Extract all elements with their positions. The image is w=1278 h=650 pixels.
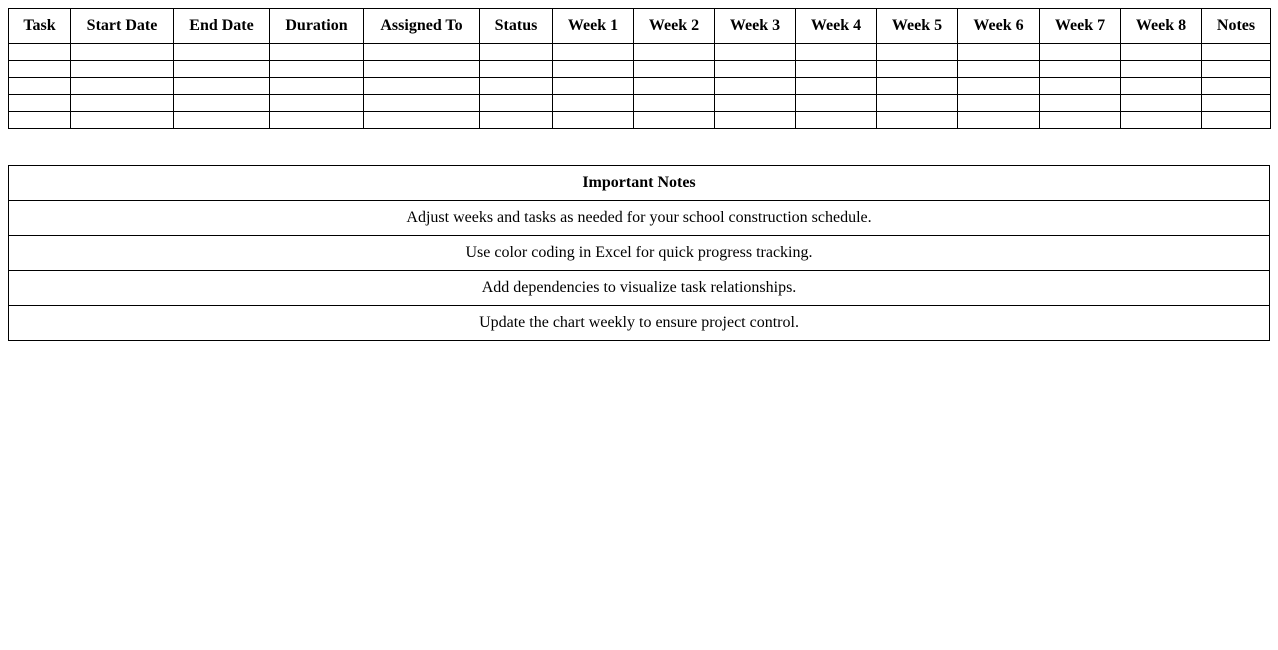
table-cell[interactable] <box>1121 78 1202 95</box>
table-cell[interactable] <box>634 78 715 95</box>
table-cell[interactable] <box>634 61 715 78</box>
note-row <box>9 236 1270 271</box>
table-cell[interactable] <box>796 78 877 95</box>
note-text: Use color coding in Excel for quick progress tracking. <box>9 236 1270 271</box>
table-cell[interactable] <box>877 44 958 61</box>
table-cell[interactable] <box>9 95 71 112</box>
table-cell[interactable] <box>480 112 553 129</box>
table-cell[interactable] <box>174 44 270 61</box>
table-cell[interactable] <box>553 61 634 78</box>
table-cell[interactable] <box>1040 112 1121 129</box>
table-cell[interactable] <box>1040 61 1121 78</box>
table-cell[interactable] <box>958 78 1040 95</box>
column-header-week-4: Week 4 <box>796 9 877 44</box>
note-row <box>9 306 1270 341</box>
table-cell[interactable] <box>1040 44 1121 61</box>
table-cell[interactable] <box>9 44 71 61</box>
table-cell[interactable] <box>71 61 174 78</box>
table-cell[interactable] <box>71 95 174 112</box>
table-cell[interactable] <box>364 78 480 95</box>
table-cell[interactable] <box>9 112 71 129</box>
table-cell[interactable] <box>480 61 553 78</box>
table-cell[interactable] <box>1202 95 1271 112</box>
table-cell[interactable] <box>270 112 364 129</box>
table-cell[interactable] <box>364 95 480 112</box>
table-cell[interactable] <box>553 78 634 95</box>
table-cell[interactable] <box>877 112 958 129</box>
table-cell[interactable] <box>71 112 174 129</box>
table-cell[interactable] <box>796 61 877 78</box>
table-cell[interactable] <box>634 112 715 129</box>
column-header-status: Status <box>480 9 553 44</box>
table-cell[interactable] <box>480 95 553 112</box>
table-cell[interactable] <box>715 44 796 61</box>
important-notes-table <box>8 165 1270 341</box>
table-cell[interactable] <box>174 95 270 112</box>
column-header-end-date: End Date <box>174 9 270 44</box>
table-row <box>9 95 1271 112</box>
notes-title: Important Notes <box>9 166 1270 201</box>
table-cell[interactable] <box>1040 95 1121 112</box>
table-cell[interactable] <box>71 44 174 61</box>
table-cell[interactable] <box>958 61 1040 78</box>
table-cell[interactable] <box>1121 112 1202 129</box>
table-cell[interactable] <box>715 112 796 129</box>
table-row <box>9 112 1271 129</box>
table-cell[interactable] <box>270 95 364 112</box>
table-cell[interactable] <box>1040 78 1121 95</box>
note-text: Add dependencies to visualize task relationships. <box>9 271 1270 306</box>
table-cell[interactable] <box>71 78 174 95</box>
table-cell[interactable] <box>715 78 796 95</box>
table-cell[interactable] <box>715 61 796 78</box>
column-header-week-3: Week 3 <box>715 9 796 44</box>
table-cell[interactable] <box>553 44 634 61</box>
table-cell[interactable] <box>634 95 715 112</box>
table-cell[interactable] <box>877 78 958 95</box>
table-cell[interactable] <box>553 112 634 129</box>
table-cell[interactable] <box>796 95 877 112</box>
note-text: Update the chart weekly to ensure project control. <box>9 306 1270 341</box>
column-header-start-date: Start Date <box>71 9 174 44</box>
column-header-week-5: Week 5 <box>877 9 958 44</box>
table-cell[interactable] <box>796 44 877 61</box>
table-cell[interactable] <box>1202 112 1271 129</box>
column-header-task: Task <box>9 9 71 44</box>
table-cell[interactable] <box>958 44 1040 61</box>
note-text: Adjust weeks and tasks as needed for your school construction schedule. <box>9 201 1270 236</box>
table-cell[interactable] <box>634 44 715 61</box>
table-cell[interactable] <box>553 95 634 112</box>
table-cell[interactable] <box>174 78 270 95</box>
table-row <box>9 61 1271 78</box>
table-cell[interactable] <box>9 78 71 95</box>
table-cell[interactable] <box>480 78 553 95</box>
column-header-week-7: Week 7 <box>1040 9 1121 44</box>
note-row <box>9 201 1270 236</box>
table-cell[interactable] <box>270 44 364 61</box>
column-header-assigned-to: Assigned To <box>364 9 480 44</box>
table-cell[interactable] <box>877 61 958 78</box>
table-cell[interactable] <box>364 61 480 78</box>
table-cell[interactable] <box>1121 61 1202 78</box>
table-cell[interactable] <box>1202 78 1271 95</box>
table-cell[interactable] <box>270 61 364 78</box>
table-cell[interactable] <box>1121 44 1202 61</box>
table-cell[interactable] <box>364 112 480 129</box>
column-header-week-6: Week 6 <box>958 9 1040 44</box>
column-header-duration: Duration <box>270 9 364 44</box>
gantt-schedule-table <box>8 8 1271 129</box>
table-cell[interactable] <box>958 112 1040 129</box>
table-row <box>9 44 1271 61</box>
column-header-week-1: Week 1 <box>553 9 634 44</box>
table-cell[interactable] <box>364 44 480 61</box>
table-cell[interactable] <box>1202 44 1271 61</box>
table-cell[interactable] <box>1121 95 1202 112</box>
table-cell[interactable] <box>796 112 877 129</box>
table-cell[interactable] <box>174 61 270 78</box>
table-cell[interactable] <box>877 95 958 112</box>
notes-header-row <box>9 166 1270 201</box>
table-cell[interactable] <box>480 44 553 61</box>
column-header-week-8: Week 8 <box>1121 9 1202 44</box>
table-cell[interactable] <box>270 78 364 95</box>
schedule-header-row <box>9 9 1271 44</box>
table-cell[interactable] <box>715 95 796 112</box>
column-header-notes: Notes <box>1202 9 1271 44</box>
column-header-week-2: Week 2 <box>634 9 715 44</box>
note-row <box>9 271 1270 306</box>
table-cell[interactable] <box>9 61 71 78</box>
table-cell[interactable] <box>174 112 270 129</box>
table-row <box>9 78 1271 95</box>
table-cell[interactable] <box>1202 61 1271 78</box>
schedule-body <box>9 44 1271 129</box>
table-cell[interactable] <box>958 95 1040 112</box>
